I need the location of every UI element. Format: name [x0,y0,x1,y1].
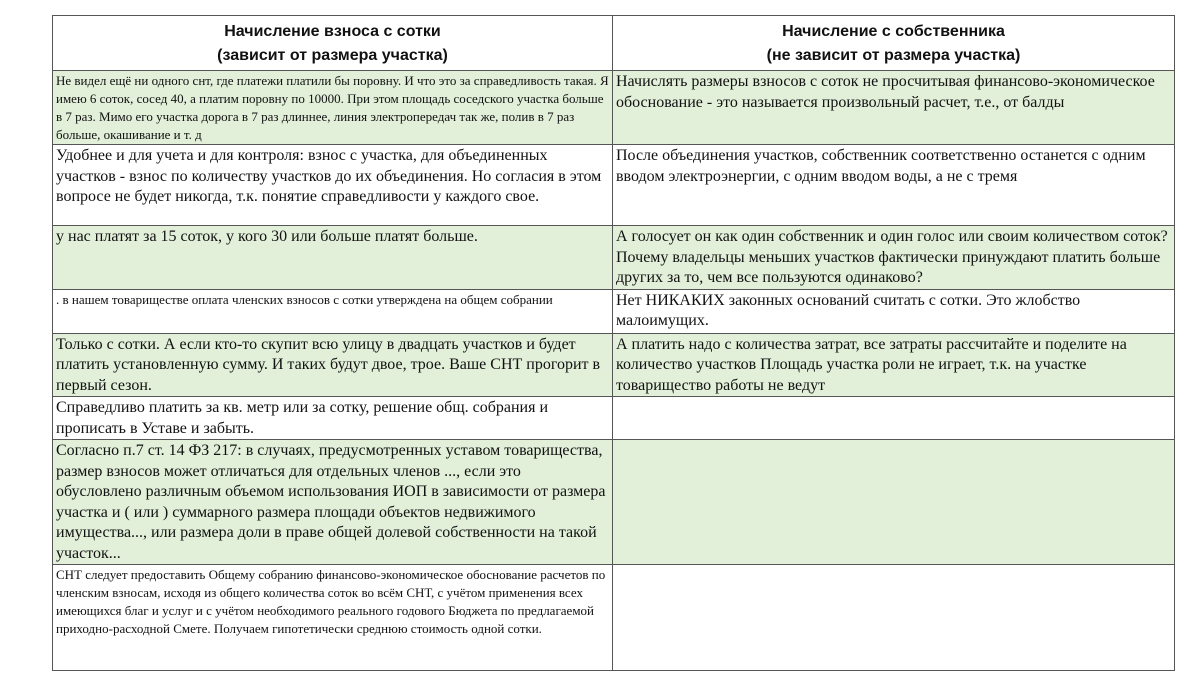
cell-right: После объединения участков, собственник соответственно останется с одним вводом электроэнергии, с одним вводом воды, а не с тремя [613,145,1175,226]
cell-left: СНТ следует предоставить Общему собранию финансово-экономическое обоснование расчетов по членским взносам, исходя из общего количества соток во всём СНТ, с учётом применения всех имеющихся благ и услуг и с учётом необходимого реального годового Бюджета по предлагаемой приходно-расходной Смете. Получаем гипотетически среднюю стоимость одной сотки. [53,565,613,671]
table-row [53,333,1175,397]
cell-left: Согласно п.7 ст. 14 ФЗ 217: в случаях, предусмотренных уставом товарищества, размер взносов может отличаться для отдельных членов ..., если это обусловлено различным объемом использования ИОП в зависимости от размера участка и ( или ) суммарного размера площади объектов недвижимого имущества..., или размера доли в праве общей долевой собственности на такой участок... [53,440,613,565]
cell-left: Не видел ещё ни одного снт, где платежи платили бы поровну. И что это за справедливость такая. Я имею 6 соток, сосед 40, а платим поровну по 10000. При этом площадь соседского участка больше в 7 раз. Мимо его участка дорога в 7 раз длиннее, линия электропередач так же, полив в 7 раз больше, окашивание и т. д [53,71,613,145]
table-row [53,440,1175,565]
header-title: Начисление взноса с сотки [224,22,441,40]
cell-right: А голосует он как один собственник и один голос или своим количеством соток? Почему владельцы меньших участков фактически принуждают платить больше других за то, чем все пользуются одинаково? [613,226,1175,290]
header-subtitle: (не зависит от размера участка) [766,46,1021,64]
cell-right [613,397,1175,440]
table-row [53,71,1175,145]
cell-right [613,565,1175,671]
cell-left: . в нашем товариществе оплата членских взносов с сотки утверждена на общем собрании [53,289,613,333]
header-row [53,16,1175,71]
cell-left: Справедливо платить за кв. метр или за сотку, решение общ. собрания и прописать в Уставе и забыть. [53,397,613,440]
cell-left: Удобнее и для учета и для контроля: взнос с участка, для объединенных участков - взнос по количеству участков до их объединения. Но согласия в этом вопросе не будет никогда, т.к. понятие справедливости у каждого свое. [53,145,613,226]
table-row [53,289,1175,333]
table-row [53,226,1175,290]
header-per-owner [613,16,1175,71]
header-title: Начисление с собственника [782,22,1005,40]
comparison-table [52,15,1175,671]
cell-left: у нас платят за 15 соток, у кого 30 или больше платят больше. [53,226,613,290]
header-per-sotka [53,16,613,71]
cell-right [613,440,1175,565]
header-subtitle: (зависит от размера участка) [217,46,448,64]
table-row [53,145,1175,226]
table-row [53,565,1175,671]
cell-right: А платить надо с количества затрат, все затраты рассчитайте и поделите на количество участков Площадь участка роли не играет, т.к. на участке товарищество работы не ведут [613,333,1175,397]
cell-right: Нет НИКАКИХ законных оснований считать с сотки. Это жлобство малоимущих. [613,289,1175,333]
table-row [53,397,1175,440]
cell-right: Начислять размеры взносов с соток не просчитывая финансово-экономическое обоснование - это называется произвольный расчет, т.е., от балды [613,71,1175,145]
cell-left: Только с сотки. А если кто-то скупит всю улицу в двадцать участков и будет платить установленную сумму. И таких будут двое, трое. Ваше СНТ прогорит в первый сезон. [53,333,613,397]
